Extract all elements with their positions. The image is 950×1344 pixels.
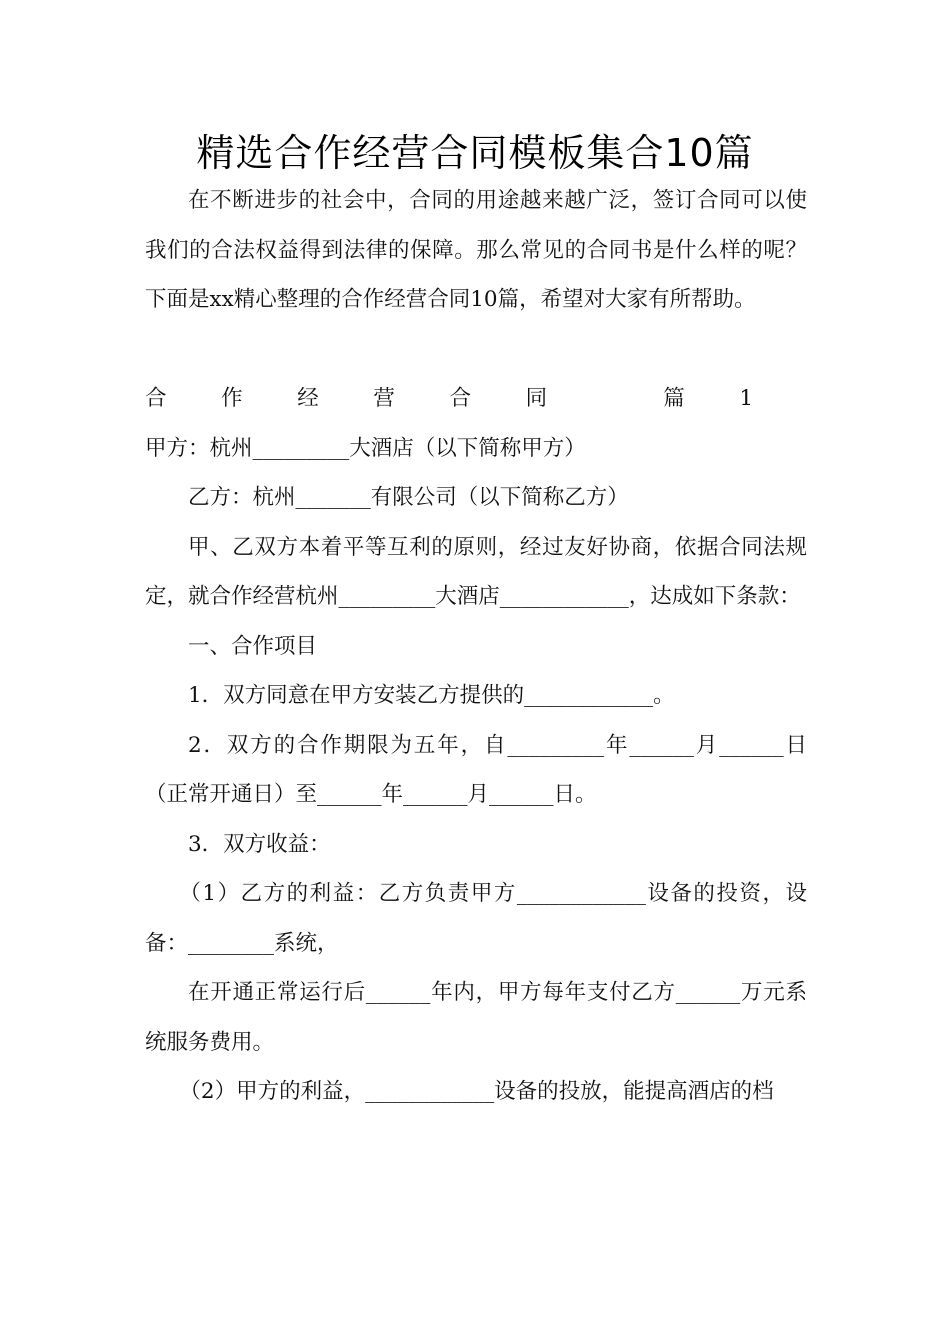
party-b-paragraph: 乙方：杭州_______有限公司（以下简称乙方） [188,485,629,510]
item-3-1-paragraph: （1）乙方的利益：乙方负责甲方____________设备的投资，设备：________系统， [145,881,807,956]
article-1-heading: 一、合作项目 [188,633,318,659]
item-1-paragraph: 1．双方同意在甲方安装乙方提供的____________。 [188,683,675,708]
party-a-text: 甲方：杭州_________大酒店（以下简称甲方） [145,435,586,461]
section-heading-line [145,374,807,473]
item-2-paragraph: 2．双方的合作期限为五年，自_________年______月______日（正常开通日）至______年______月______日。 [145,732,807,807]
intro-paragraph: 在不断进步的社会中，合同的用途越来越广泛，签订合同可以使我们的合法权益得到法律的保障。那么常见的合同书是什么样的呢？下面是xx精心整理的合作经营合同10篇，希望对大家有所帮助。 [145,188,807,312]
paragraph-spacer [145,325,807,375]
item-3-paragraph: 3．双方收益： [188,831,331,857]
preamble-paragraph: 甲、乙双方本着平等互利的原则，经过友好协商，依据合同法规定，就合作经营杭州_________大酒店____________，达成如下条款： [145,534,807,609]
section-heading: 合作经营合同 篇1 [145,386,753,411]
item-3-2-paragraph: （2）甲方的利益，____________设备的投放，能提高酒店的档 [179,1079,774,1104]
document-title: 精选合作经营合同模板集合10篇 [196,131,754,175]
item-3-1-continuation: 在开通正常运行后______年内，甲方每年支付乙方______万元系统服务费用。 [145,980,807,1055]
document-body [145,176,807,1117]
